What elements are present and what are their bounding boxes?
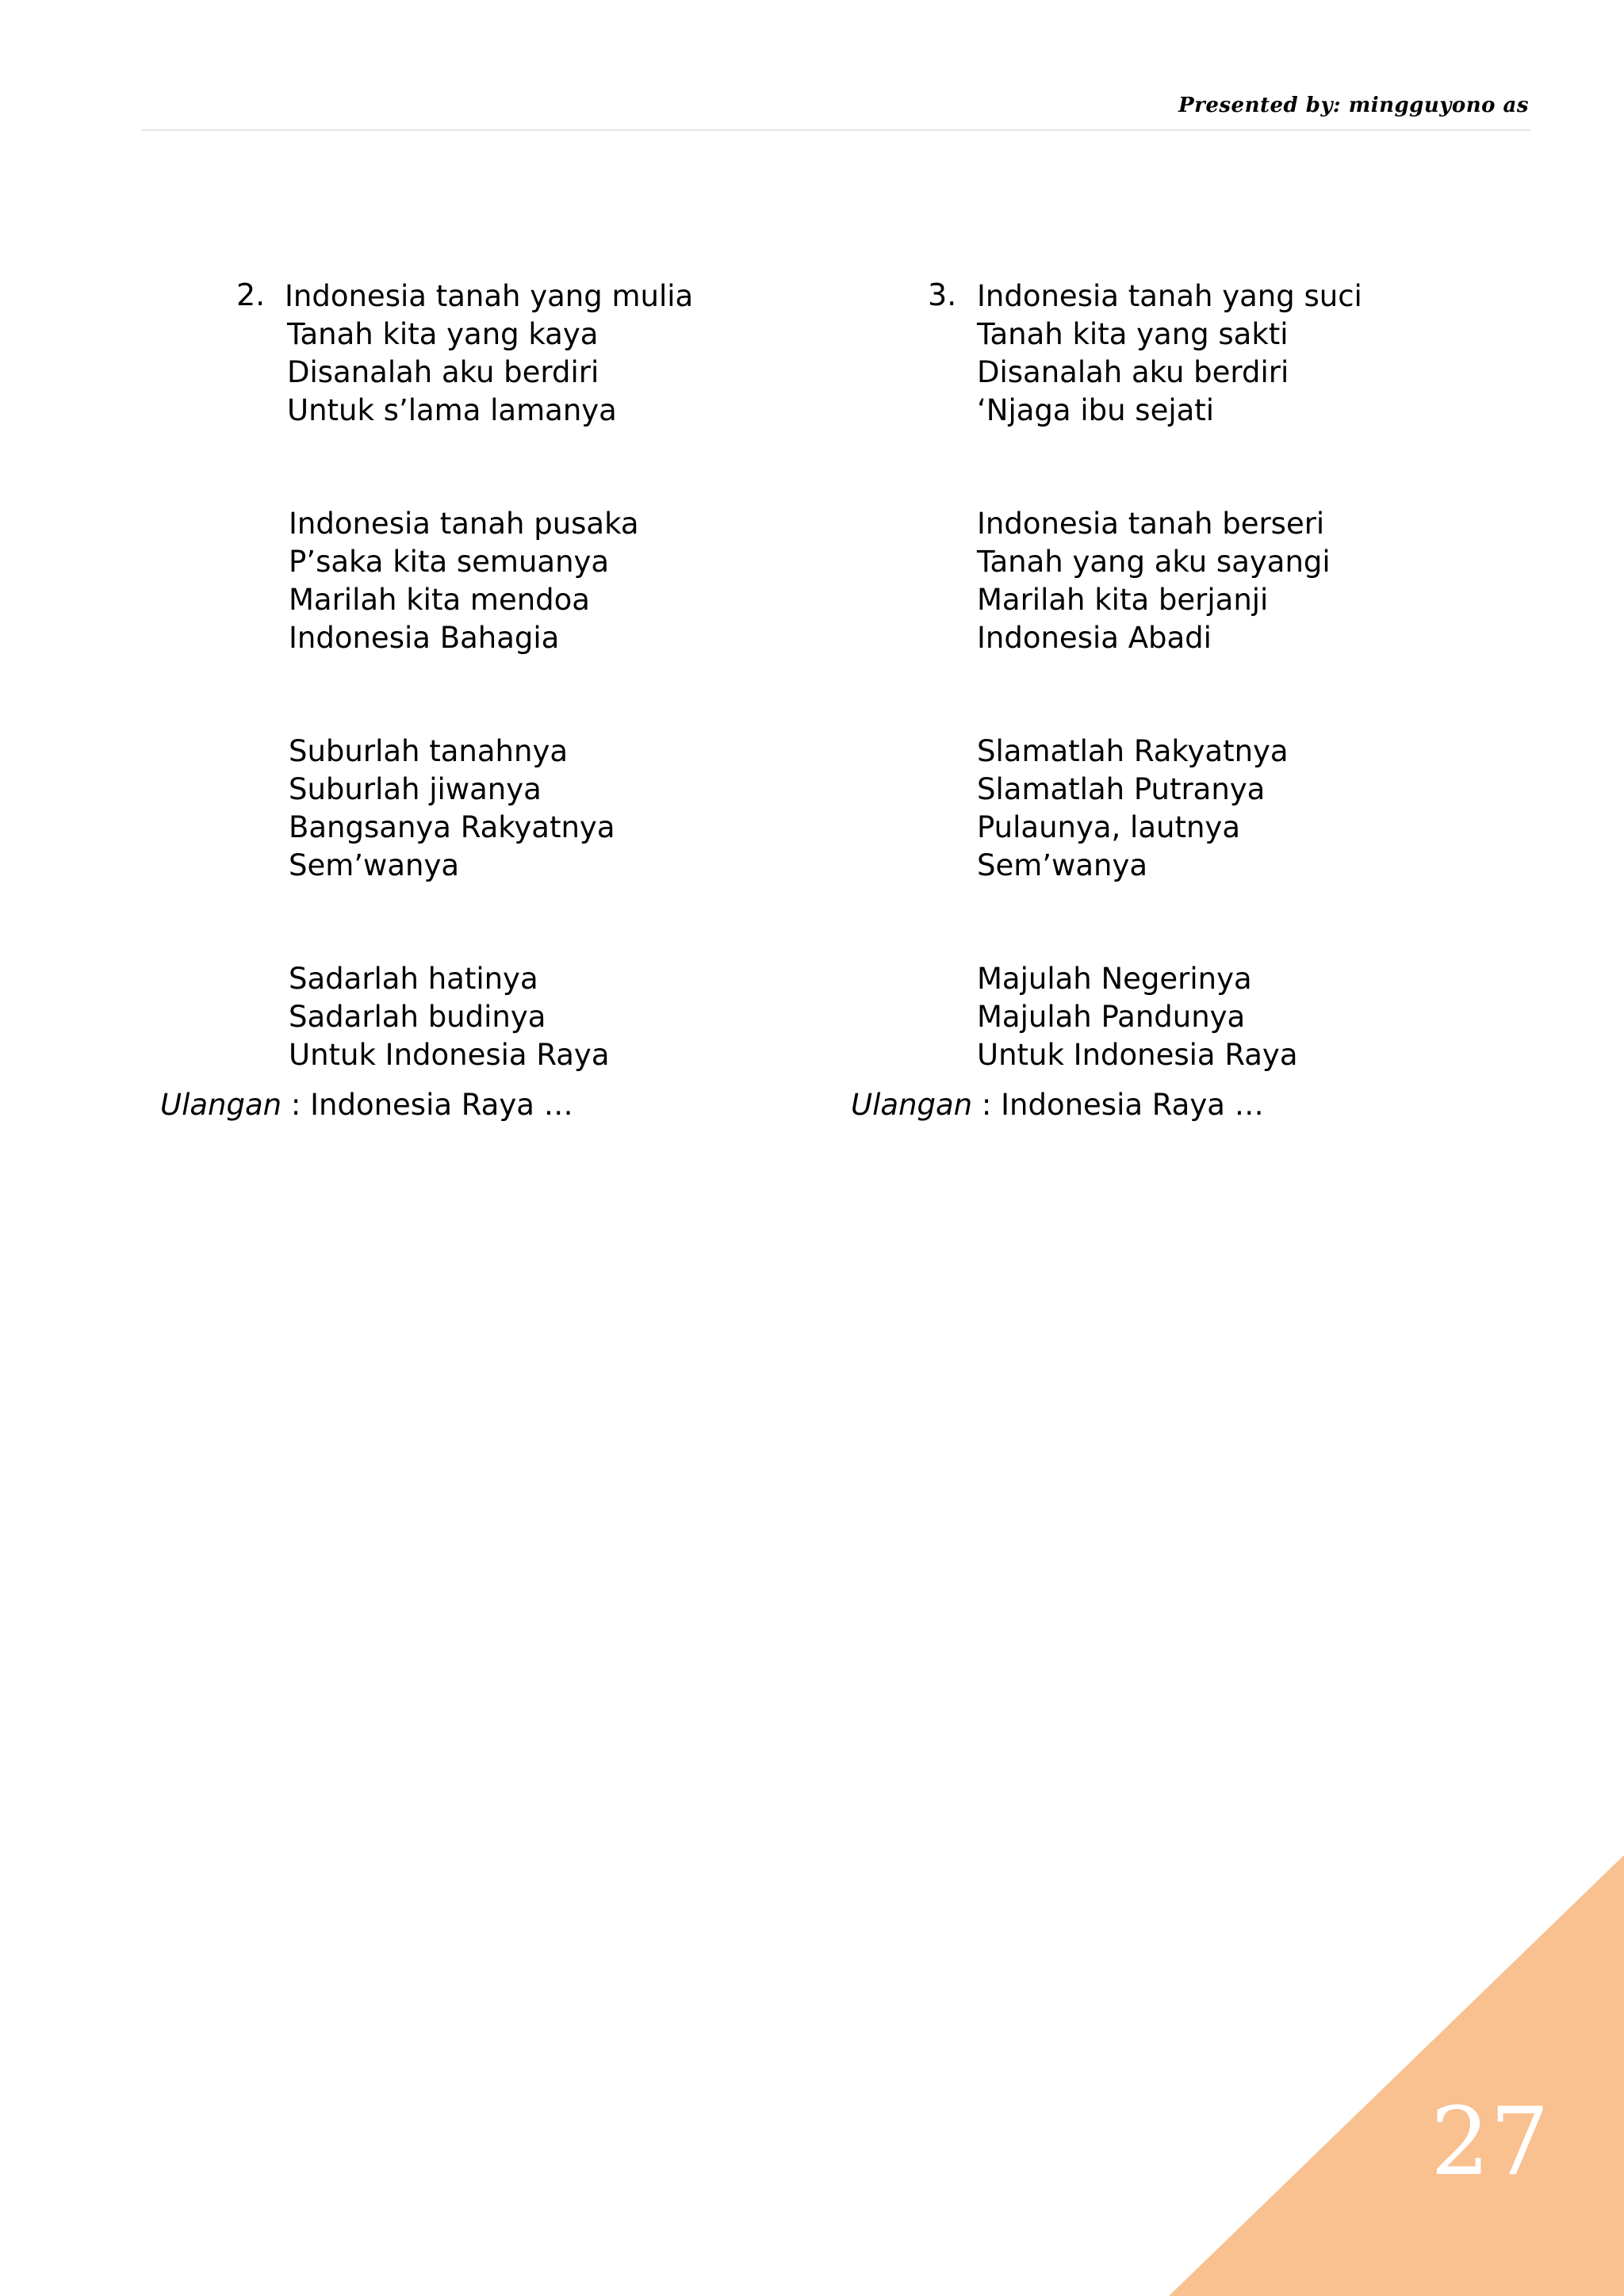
header-credit: Presented by: mingguyono as [1178,94,1529,117]
lyric-line: Slamatlah Rakyatnya [977,734,1289,768]
lyric-line: Indonesia Bahagia [289,621,560,655]
lyric-line: Sadarlah hatinya [289,962,538,996]
lyric-line: Sem’wanya [977,848,1148,882]
lyric-line: Indonesia tanah pusaka [289,507,639,541]
lyric-line: Suburlah tanahnya [289,734,569,768]
lyric-line: Marilah kita mendoa [289,583,590,617]
lyric-line: ‘Njaga ibu sejati [977,393,1215,427]
lyric-line: Suburlah jiwanya [289,772,542,806]
refrain-label: Ulangan [851,1088,973,1122]
stanza-2 [289,505,639,657]
stanza-3 [289,733,615,885]
lyric-line: Sadarlah budinya [289,1000,546,1034]
refrain-text: : Indonesia Raya … [282,1088,573,1122]
stanza-1 [977,277,1362,430]
lyric-line: Untuk Indonesia Raya [977,1038,1298,1072]
lyric-line: Bangsanya Rakyatnya [289,810,615,844]
lyric-line: Disanalah aku berdiri [977,355,1289,389]
page-number: 27 [1430,2087,1549,2196]
verse-number: 2. [236,277,266,312]
lyric-line: Tanah kita yang sakti [977,317,1289,351]
refrain [160,1086,573,1124]
stanza-1 [287,277,693,430]
lyric-line: Indonesia tanah yang suci [977,279,1362,313]
stanza-3 [977,733,1289,885]
corner-triangle [1169,1855,1624,2296]
refrain-label: Ulangan [160,1088,282,1122]
lyric-line: Indonesia tanah yang mulia [285,279,694,313]
lyric-line: Tanah kita yang kaya [287,317,599,351]
stanza-4 [289,960,610,1074]
lyric-line: Indonesia tanah berseri [977,507,1325,541]
stanza-4 [977,960,1298,1074]
header-divider [141,129,1530,131]
lyric-line: Majulah Negerinya [977,962,1252,996]
refrain-text: : Indonesia Raya … [972,1088,1264,1122]
lyric-line: Sem’wanya [289,848,460,882]
verse-number: 3. [928,277,957,312]
refrain [851,1086,1264,1124]
lyric-line: Marilah kita berjanji [977,583,1269,617]
lyric-line: P’saka kita semuanya [289,545,610,579]
stanza-2 [977,505,1331,657]
lyric-line: Untuk Indonesia Raya [289,1038,610,1072]
lyric-line: Majulah Pandunya [977,1000,1246,1034]
lyric-line: Disanalah aku berdiri [287,355,599,389]
corner-triangle-shape [1169,1855,1624,2296]
lyric-line: Tanah yang aku sayangi [977,545,1331,579]
lyric-line: Untuk s’lama lamanya [287,393,617,427]
lyric-line: Slamatlah Putranya [977,772,1266,806]
lyric-line: Pulaunya, lautnya [977,810,1240,844]
lyric-line: Indonesia Abadi [977,621,1212,655]
